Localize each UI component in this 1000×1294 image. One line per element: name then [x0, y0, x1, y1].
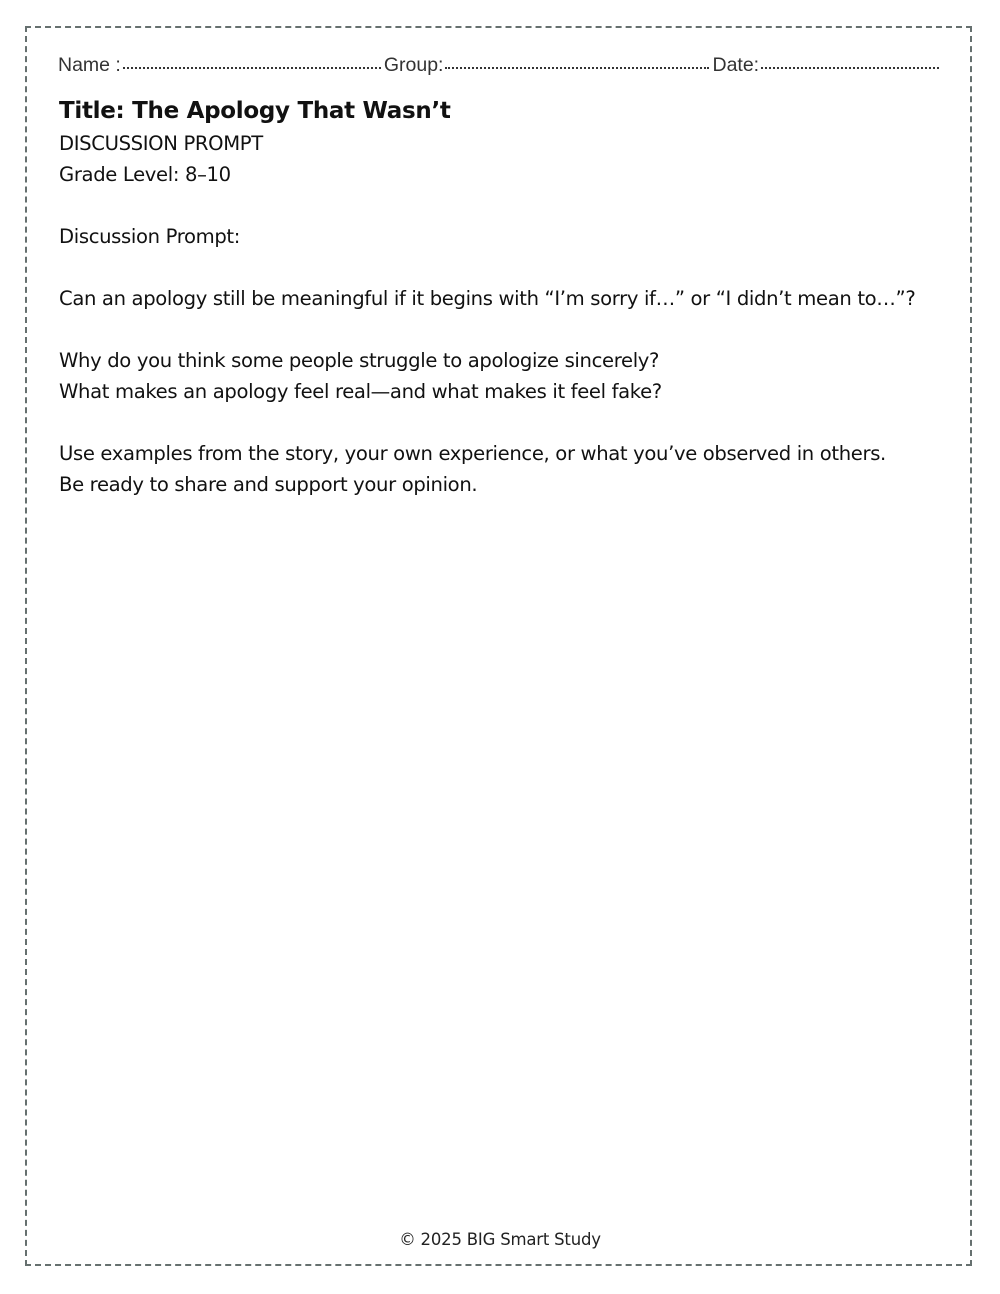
group-field[interactable]	[445, 53, 709, 69]
instruction-1: Use examples from the story, your own experience, or what you’ve observed in others.	[59, 442, 886, 465]
student-info-header	[58, 54, 948, 77]
spacer	[59, 407, 959, 438]
prompt-heading: Discussion Prompt:	[59, 225, 241, 248]
spacer	[59, 252, 959, 283]
grade-level: Grade Level: 8–10	[59, 163, 231, 186]
instruction-2: Be ready to share and support your opinion.	[59, 473, 478, 496]
group-label: Group:	[383, 54, 444, 76]
worksheet-title: Title: The Apology That Wasn’t	[59, 98, 451, 124]
spacer	[59, 190, 959, 221]
question-2: Why do you think some people struggle to apologize sincerely?	[59, 349, 660, 372]
copyright-footer: © 2025 BIG Smart Study	[399, 1230, 601, 1249]
date-field[interactable]	[761, 53, 939, 69]
question-3: What makes an apology feel real—and what makes it feel fake?	[59, 380, 662, 403]
worksheet-body	[59, 94, 959, 500]
name-label: Name :	[58, 54, 121, 76]
question-1: Can an apology still be meaningful if it begins with “I’m sorry if…” or “I didn’t mean to…”?	[59, 287, 916, 310]
name-field[interactable]	[123, 53, 381, 69]
date-label: Date:	[712, 54, 760, 76]
worksheet-subtitle: DISCUSSION PROMPT	[59, 132, 263, 155]
spacer	[59, 314, 959, 345]
